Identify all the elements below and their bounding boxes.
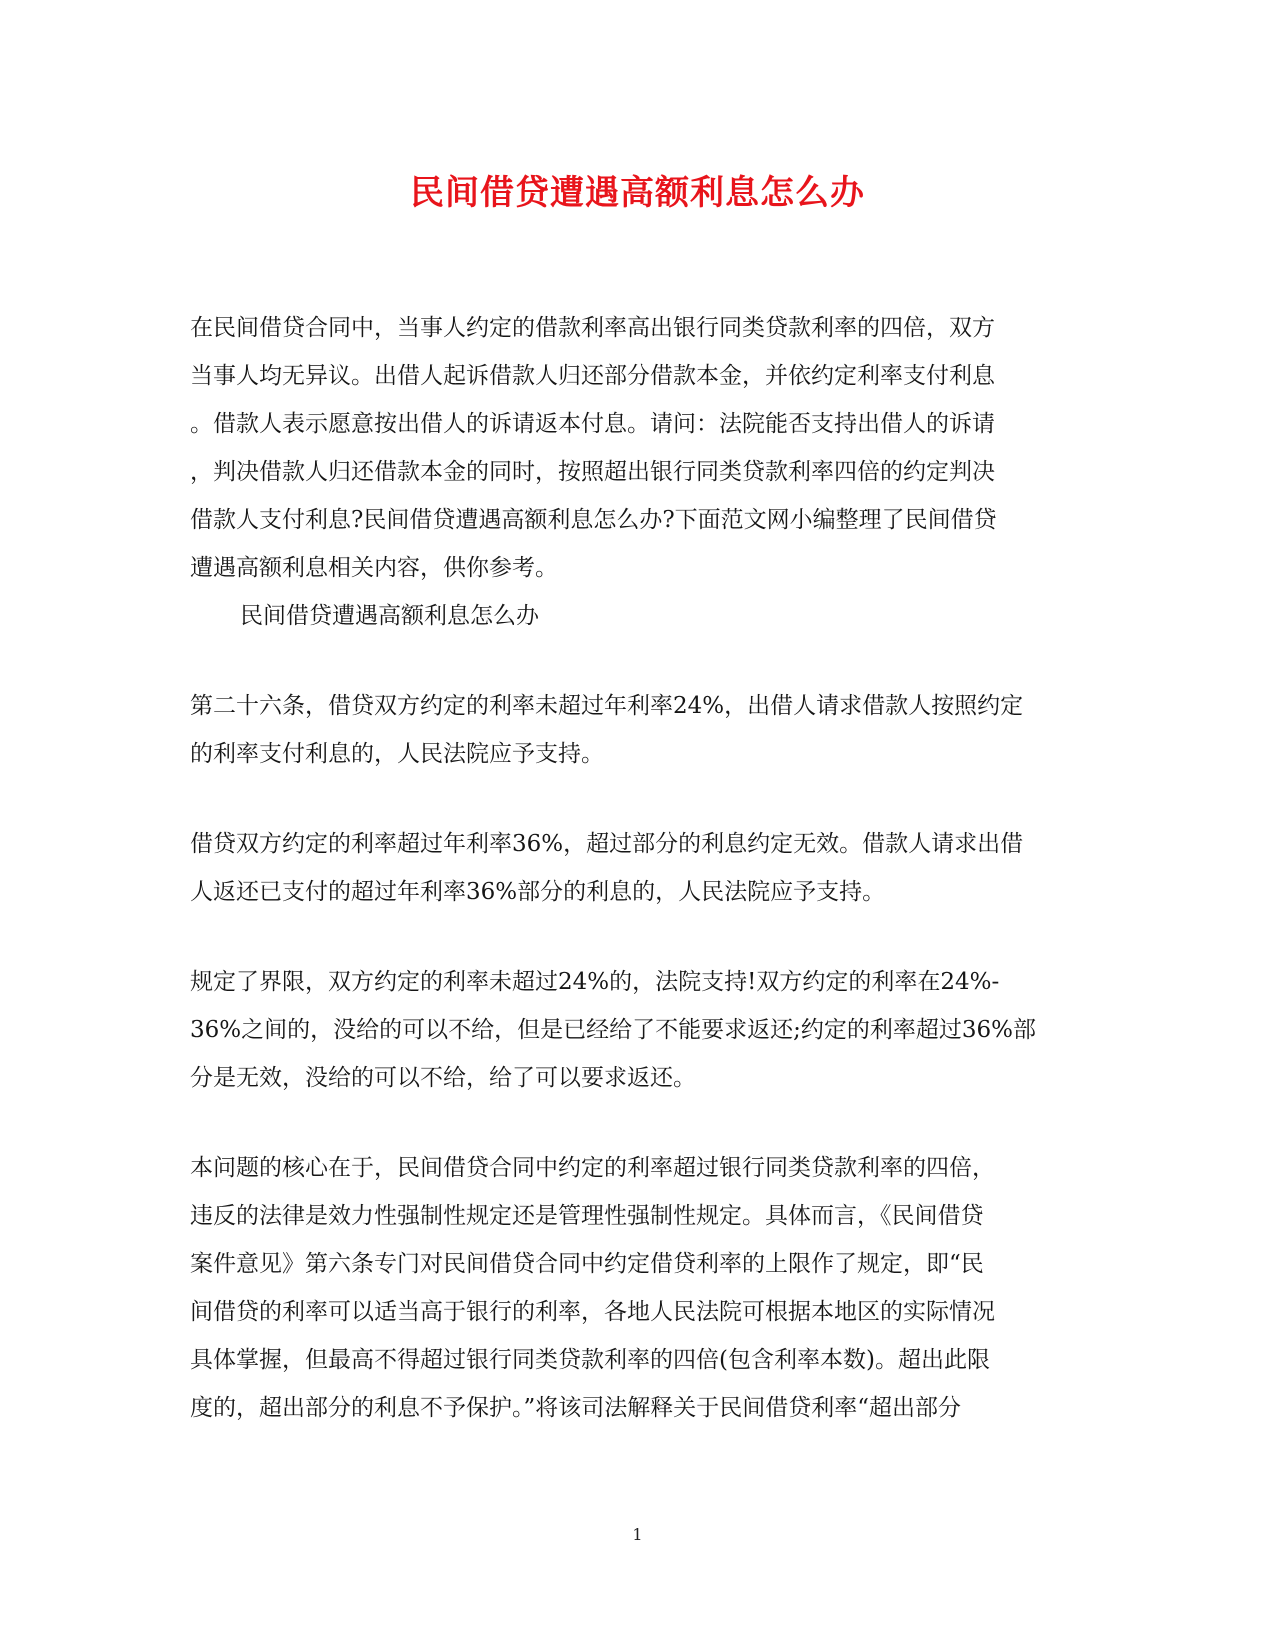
paragraph-3-line-2: 人返还已支付的超过年利率36%部分的利息的，人民法院应予支持。	[190, 879, 886, 905]
paragraph-1-line-1: 在民间借贷合同中，当事人约定的借款利率高出银行同类贷款利率的四倍，双方	[190, 315, 995, 341]
paragraph-2-line-2: 的利率支付利息的，人民法院应予支持。	[190, 741, 604, 767]
subheading: 民间借贷遭遇高额利息怎么办	[240, 603, 539, 629]
paragraph-5-line-6: 度的，超出部分的利息不予保护。”将该司法解释关于民间借贷利率“超出部分	[190, 1395, 962, 1421]
paragraph-5-line-3: 案件意见》第六条专门对民间借贷合同中约定借贷利率的上限作了规定，即“民	[190, 1251, 984, 1277]
paragraph-2-line-1: 第二十六条，借贷双方约定的利率未超过年利率24%，出借人请求借款人按照约定	[190, 693, 1024, 719]
paragraph-5-line-2: 违反的法律是效力性强制性规定还是管理性强制性规定。具体而言，《民间借贷	[190, 1203, 984, 1229]
paragraph-1-line-3: 。借款人表示愿意按出借人的诉请返本付息。请问：法院能否支持出借人的诉请	[190, 411, 995, 437]
paragraph-5-line-5: 具体掌握，但最高不得超过银行同类贷款利率的四倍(包含利率本数)。超出此限	[190, 1347, 990, 1373]
paragraph-4-line-1: 规定了界限，双方约定的利率未超过24%的，法院支持!双方约定的利率在24%-	[190, 969, 1000, 995]
paragraph-1-line-2: 当事人均无异议。出借人起诉借款人归还部分借款本金，并依约定利率支付利息	[190, 363, 995, 389]
paragraph-1-line-4: ，判决借款人归还借款本金的同时，按照超出银行同类贷款利率四倍的约定判决	[190, 459, 995, 485]
paragraph-5-line-1: 本问题的核心在于，民间借贷合同中约定的利率超过银行同类贷款利率的四倍，	[190, 1155, 995, 1181]
paragraph-1-line-5: 借款人支付利息?民间借贷遭遇高额利息怎么办?下面范文网小编整理了民间借贷	[190, 507, 997, 533]
paragraph-3-line-1: 借贷双方约定的利率超过年利率36%，超过部分的利息约定无效。借款人请求出借	[190, 831, 1024, 857]
paragraph-5-line-4: 间借贷的利率可以适当高于银行的利率，各地人民法院可根据本地区的实际情况	[190, 1299, 995, 1325]
document-title: 民间借贷遭遇高额利息怎么办	[410, 173, 865, 213]
page-number: 1	[632, 1525, 643, 1544]
paragraph-4-line-2: 36%之间的，没给的可以不给，但是已经给了不能要求返还;约定的利率超过36%部	[190, 1017, 1036, 1043]
paragraph-4-line-3: 分是无效，没给的可以不给，给了可以要求返还。	[190, 1065, 696, 1091]
paragraph-1-line-6: 遭遇高额利息相关内容，供你参考。	[190, 555, 558, 581]
